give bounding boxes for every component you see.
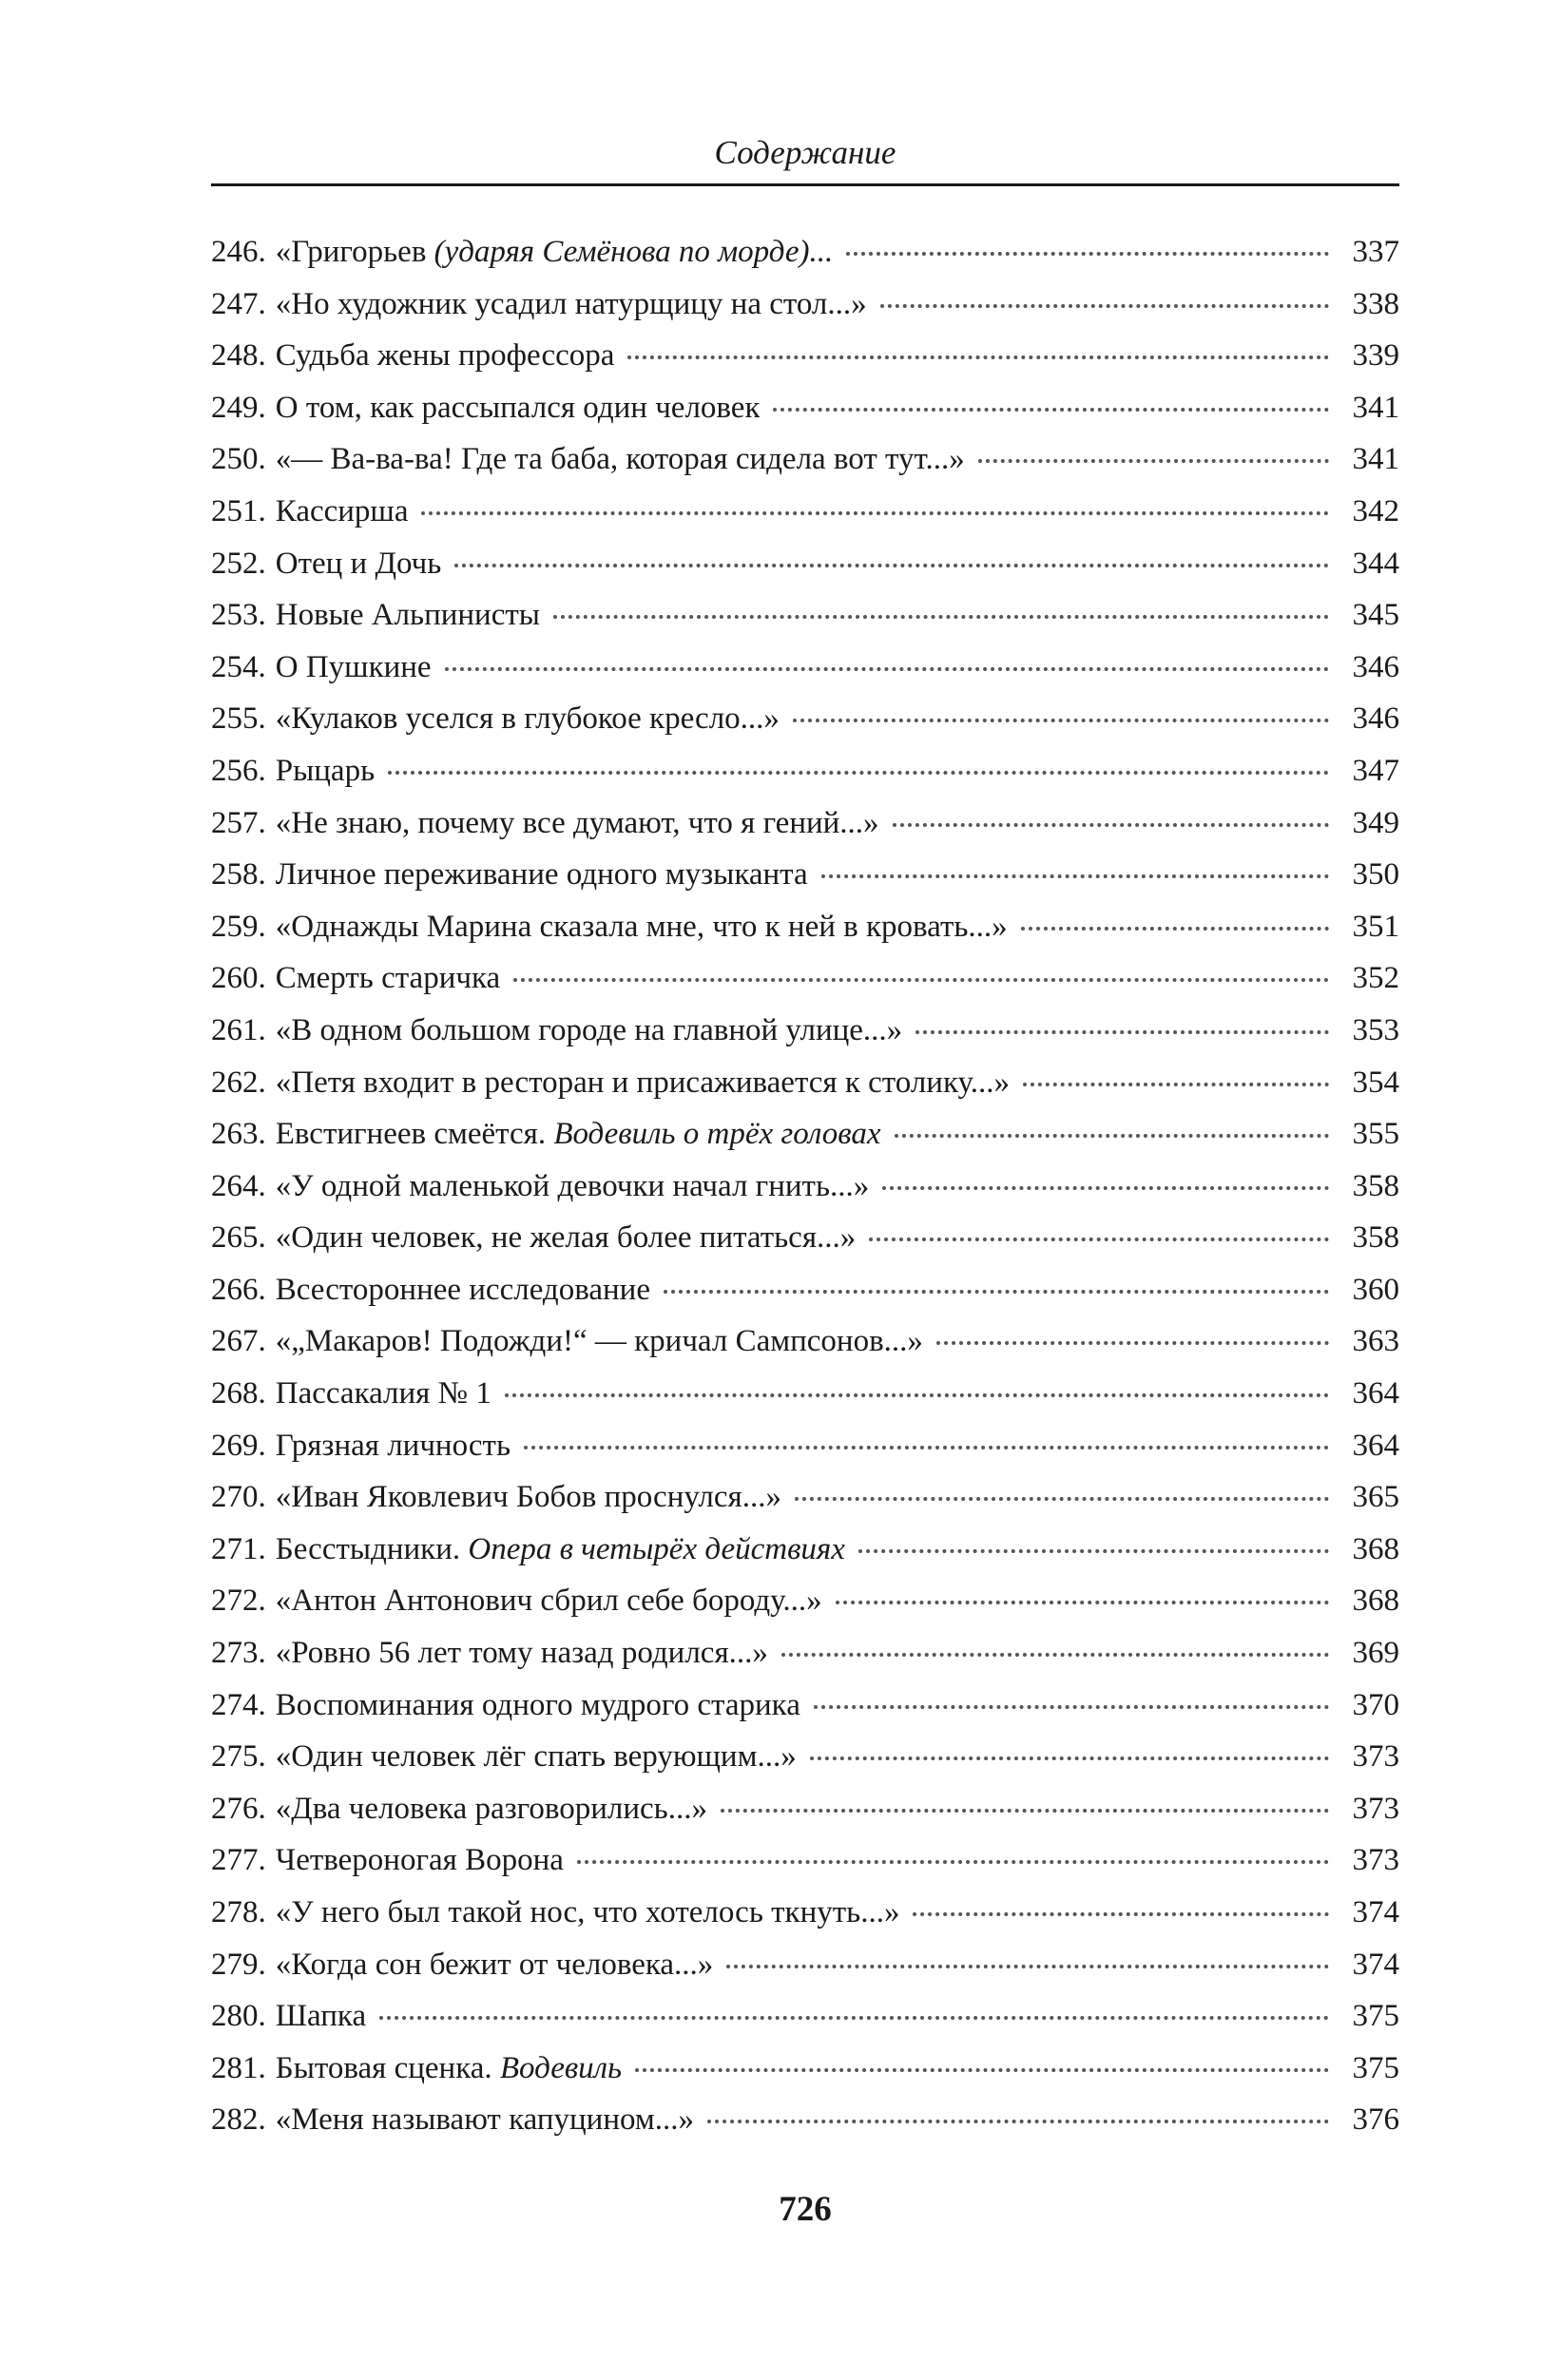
toc-entry-number: 261. [211,1012,266,1047]
toc-entry-title [276,1212,857,1264]
toc-entry [211,952,1399,1005]
toc-entry-title-text: Пассакалия № 1 [275,1376,491,1411]
toc-entry-number: 264. [211,1168,266,1203]
toc-entry-page: 358 [1352,1168,1399,1203]
toc-dot-leader [773,407,1329,412]
toc-entry-title-text: Судьба жены профессора [275,338,615,374]
toc-entry-number: 249. [211,390,266,425]
toc-entry-title-text: Евстигнеев смеётся. [275,1117,554,1152]
toc-dot-leader [721,1808,1329,1813]
toc-entry-title-text: Отец и Дочь [275,546,442,581]
toc-entry-title [276,1887,900,1939]
toc-entry-title [276,486,409,538]
toc-dot-leader [814,1704,1329,1709]
toc-entry-title-text: Бытовая сценка. [275,2050,500,2085]
toc-entry-number: 259. [211,909,266,944]
toc-entry [211,642,1399,694]
toc-entry-number: 247. [211,286,266,321]
toc-entry [211,1524,1399,1576]
toc-entry-number: 282. [211,2102,266,2138]
toc-entry-title-text: «У одной маленькой девочки начал гнить...» [275,1168,870,1203]
toc-entry [211,1161,1399,1213]
toc-dot-leader [1021,926,1329,931]
toc-entry-title-text: Рыцарь [275,753,376,788]
toc-entry-title-text: «Два человека разговорились...» [275,1791,707,1826]
toc-entry-number: 270. [211,1480,266,1515]
toc-entry-title [276,1368,491,1420]
toc-entry-title-text: «Кулаков уселся в глубокое кресло...» [275,701,780,737]
toc-entry-title-text: «Антон Антонович сбрил себе бороду...» [275,1583,822,1619]
toc-entry-number: 272. [211,1583,266,1619]
toc-entry-number: 252. [211,546,266,581]
toc-entry-number: 280. [211,1999,266,2034]
toc-entry-page: 369 [1352,1636,1399,1671]
toc-entry-title-text: «Иван Яковлевич Бобов проснулся...» [275,1480,781,1515]
toc-entry-page: 353 [1352,1012,1399,1047]
toc-entry-number: 267. [211,1324,266,1359]
toc-dot-leader [664,1289,1329,1294]
toc-entry [211,849,1399,901]
toc-entry-title-text: Всестороннее исследование [275,1272,650,1307]
toc-entry-title [276,1679,800,1732]
toc-entry [211,1264,1399,1316]
toc-entry-title [276,1161,870,1213]
toc-entry-title [276,1939,714,1991]
toc-entry-page: 344 [1352,546,1399,581]
toc-entry-title-text: Кассирша [275,493,409,528]
toc-entry-title [276,1783,707,1835]
toc-entry-page: 346 [1352,701,1399,737]
toc-entry-page: 341 [1352,442,1399,477]
toc-entry-page: 374 [1352,1947,1399,1982]
toc-entry-title [276,538,442,590]
toc-entry-title-italic: Водевиль о трёх головах [553,1117,881,1152]
toc-dot-leader [454,563,1329,567]
toc-entry-page: 373 [1352,1791,1399,1826]
toc-entry-title-text: «Когда сон бежит от человека...» [275,1947,714,1982]
toc-entry-page: 352 [1352,961,1399,996]
toc-entry-title [276,382,761,434]
toc-entry-title [276,1315,923,1368]
toc-entry-title [276,1990,366,2043]
toc-entry-page: 376 [1352,2102,1399,2138]
toc-dot-leader [1023,1082,1329,1086]
toc-entry-page: 360 [1352,1272,1399,1307]
toc-dot-leader [978,458,1329,463]
toc-entry-page: 347 [1352,753,1399,788]
toc-entry [211,1368,1399,1420]
toc-entry-page: 368 [1352,1583,1399,1619]
toc-entry-title [276,589,540,642]
toc-entry [211,745,1399,797]
toc-entry-number: 248. [211,338,266,374]
toc-dot-leader [553,614,1329,619]
toc-entry-title [276,1420,511,1472]
toc-dot-leader [846,251,1329,256]
toc-dot-leader [858,1548,1329,1553]
page-header-title: Содержание [714,134,896,171]
toc-entry-title [276,901,1008,953]
toc-entry-title-text: «Петя входит в ресторан и присаживается к столику...» [275,1065,1010,1100]
toc-entry-title [276,797,879,850]
toc-entry-number: 256. [211,753,266,788]
toc-entry-number: 266. [211,1272,266,1307]
toc-dot-leader [524,1445,1329,1449]
toc-entry [211,1108,1399,1161]
toc-entry-title [276,1057,1010,1109]
toc-entry-number: 277. [211,1843,266,1878]
toc-entry-number: 258. [211,857,266,892]
toc-entry [211,1212,1399,1264]
toc-entry [211,1731,1399,1783]
toc-entry-page: 358 [1352,1220,1399,1256]
toc-dot-leader [880,303,1329,308]
toc-entry [211,538,1399,590]
toc-entry-title-text: «В одном большом городе на главной улице...» [275,1012,903,1047]
toc-entry-title [276,1627,768,1679]
toc-dot-leader [810,1756,1329,1760]
toc-dot-leader [882,1185,1329,1190]
toc-entry-title-text: «Григорьев [275,235,434,269]
toc-dot-leader [895,1133,1330,1138]
toc-entry [211,797,1399,850]
toc-entry [211,1783,1399,1835]
toc-entry-title-italic: Опера в четырёх действиях [468,1531,845,1566]
toc-entry-page: 349 [1352,805,1399,840]
toc-entry-title [276,1834,564,1887]
toc-entry-title-text: Воспоминания одного мудрого старика [275,1687,800,1722]
toc-dot-leader [445,666,1329,671]
toc-entry-title [276,1005,902,1057]
toc-entry-number: 268. [211,1376,266,1411]
toc-entry-number: 250. [211,442,266,477]
toc-entry-page: 345 [1352,598,1399,633]
toc-entry [211,1834,1399,1887]
toc-entry-number: 260. [211,961,266,996]
toc-entry-number: 263. [211,1117,266,1152]
toc-entry-number: 278. [211,1895,266,1929]
toc-entry-title [276,1108,881,1161]
toc-entry-title [276,1471,781,1524]
toc-dot-leader [795,1496,1329,1501]
toc-entry [211,1420,1399,1472]
toc-entry-page: 338 [1352,286,1399,321]
toc-entry-title [276,433,965,486]
toc-entry-page: 375 [1352,1999,1399,2034]
toc-entry-page: 350 [1352,857,1399,892]
toc-entry [211,278,1399,331]
toc-entry-page: 373 [1352,1843,1399,1878]
toc-entry-title-text: «Но художник усадил натурщицу на стол...» [275,286,867,321]
toc-entry-number: 281. [211,2050,266,2085]
toc-entry-number: 271. [211,1531,266,1566]
toc-entry-page: 364 [1352,1376,1399,1411]
toc-entry-number: 251. [211,493,266,528]
toc-dot-leader [707,2119,1329,2123]
toc-entry [211,1887,1399,1939]
toc-dot-leader [781,1652,1329,1657]
toc-entry-title-text: Бесстыдники. [275,1531,469,1566]
toc-entry-title-text: О Пушкине [275,649,432,684]
toc-entry-title [276,693,780,745]
toc-dot-leader [869,1237,1329,1241]
toc-entry [211,901,1399,953]
toc-entry-number: 253. [211,598,266,633]
toc-entry-page: 346 [1352,649,1399,684]
toc-entry-title-text: «— Ва-ва-ва! Где та баба, которая сидела вот тут...» [275,442,965,477]
toc-dot-leader [915,1029,1329,1034]
toc-entry-title-text: Личное переживание одного музыканта [275,857,808,892]
toc-entry-page: 337 [1352,235,1399,269]
toc-dot-leader [793,718,1329,722]
toc-entry [211,1575,1399,1627]
toc-dot-leader [726,1964,1329,1968]
toc-dot-leader [379,2015,1329,2020]
toc-entry-title-text: «Один человек, не желая более питаться...» [275,1220,857,1256]
toc-dot-leader [836,1600,1329,1604]
toc-entry-title-text: «Один человек лёг спать верующим...» [275,1739,797,1775]
toc-entry [211,1939,1399,1991]
toc-entry-page: 370 [1352,1687,1399,1722]
toc-dot-leader [635,2067,1329,2072]
toc-entry-title-text: О том, как рассыпался один человек [275,390,761,425]
toc-entry-number: 255. [211,701,266,737]
toc-entry-number: 257. [211,805,266,840]
toc-entry-title-text: «У него был такой нос, что хотелось ткнуть...» [275,1895,900,1929]
toc-entry-number: 274. [211,1687,266,1722]
header-rule [211,183,1399,186]
toc-entry-title [276,745,375,797]
toc-entry-title [276,2094,694,2146]
toc-entry-title-text: «Однажды Марина сказала мне, что к ней в кровать...» [275,909,1008,944]
toc-entry-title-text: Шапка [275,1999,367,2034]
toc-entry-title-text: Смерть старичка [275,961,501,996]
toc-dot-leader [577,1859,1329,1864]
toc-entry-number: 276. [211,1791,266,1826]
toc-entry-title [276,2043,622,2095]
toc-dot-leader [936,1340,1329,1345]
toc-entry [211,1057,1399,1109]
toc-entry-page: 363 [1352,1324,1399,1359]
toc-entry-title-text: Новые Альпинисты [275,598,540,633]
toc-dot-leader [513,977,1329,982]
toc-entry-page: 342 [1352,493,1399,528]
toc-entry-title-text: «Ровно 56 лет тому назад родился...» [275,1636,768,1671]
toc-entry-page: 375 [1352,2050,1399,2085]
toc-entry [211,693,1399,745]
toc-entry-number: 265. [211,1220,266,1256]
toc-entry-title-text: Четвероногая Ворона [275,1843,564,1878]
toc-entry-number: 275. [211,1739,266,1775]
toc-entry-page: 365 [1352,1480,1399,1515]
toc-entry [211,589,1399,642]
toc-entry [211,2043,1399,2095]
toc-entry-page: 339 [1352,338,1399,374]
toc-entry-title [276,330,615,382]
toc-entry-title [276,952,500,1005]
toc-entry-title [276,226,833,278]
toc-entry [211,1990,1399,2043]
toc-entry-title-text: Грязная личность [275,1428,511,1463]
toc-entry-title-italic: (ударяя Семёнова по морде)... [434,235,834,269]
toc-entry-number: 262. [211,1065,266,1100]
toc-entry-number: 273. [211,1636,266,1671]
toc-entry-title [276,1264,650,1316]
toc-entry-title [276,1575,822,1627]
toc-entry [211,433,1399,486]
toc-dot-leader [505,1392,1329,1397]
toc-dot-leader [913,1911,1329,1916]
toc-entry-title-text: «Не знаю, почему все думают, что я гений...» [275,805,879,840]
toc-entry-title [276,849,808,901]
toc-entry-title [276,1731,797,1783]
toc-entry [211,1315,1399,1368]
toc-dot-leader [627,355,1329,359]
toc-entry [211,1679,1399,1732]
toc-entry-page: 354 [1352,1065,1399,1100]
toc-entry-number: 254. [211,649,266,684]
toc-entry [211,330,1399,382]
toc-entry-number: 246. [211,235,266,269]
toc-dot-leader [388,770,1329,775]
toc-entry-page: 341 [1352,390,1399,425]
toc-entry-page: 373 [1352,1739,1399,1775]
toc-entry-page: 374 [1352,1895,1399,1929]
toc-entry [211,486,1399,538]
toc-entry-page: 368 [1352,1531,1399,1566]
toc-entry-title-text: «Меня называют капуцином...» [275,2102,694,2138]
toc-entry-title [276,642,432,694]
toc-entry [211,1627,1399,1679]
toc-entry-page: 364 [1352,1428,1399,1463]
toc-entry-number: 279. [211,1947,266,1982]
toc-entry-page: 351 [1352,909,1399,944]
toc-entry [211,1471,1399,1524]
toc-entry-title [276,1524,845,1576]
toc-entry [211,1005,1399,1057]
toc-entry-title-italic: Водевиль [499,2050,623,2085]
toc-entry-title-text: «„Макаров! Подожди!“ — кричал Сампсонов...» [275,1324,923,1359]
toc-entry-number: 269. [211,1428,266,1463]
toc-entry [211,382,1399,434]
page-number: 726 [779,2190,832,2229]
toc-entry [211,2094,1399,2146]
toc-dot-leader [893,822,1329,827]
toc-entry-title [276,278,867,331]
toc-entry [211,226,1399,278]
toc-dot-leader [821,873,1329,878]
table-of-contents [211,226,1399,2146]
toc-dot-leader [421,510,1329,515]
toc-entry-page: 355 [1352,1117,1399,1152]
